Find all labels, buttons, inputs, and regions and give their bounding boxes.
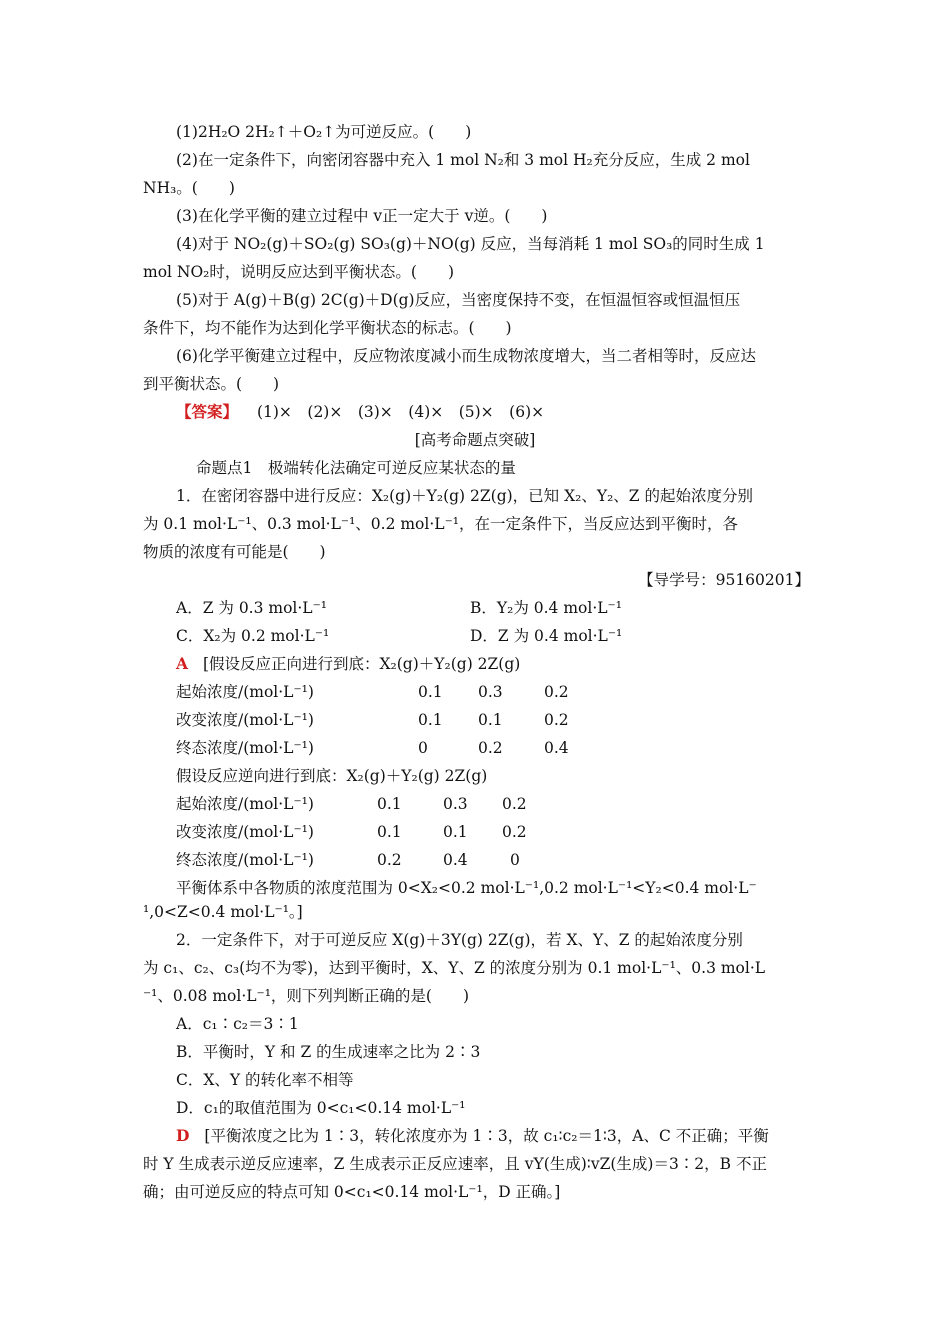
p1-stem-line1: 1．在密闭容器中进行反应：X₂(g)＋Y₂(g) 2Z(g)，已知 X₂、Y₂、Z 的起始浓度分别: [176, 487, 753, 505]
section-title: [高考命题点突破]: [414, 431, 536, 449]
guide-number: 【导学号：95160201】: [638, 571, 810, 589]
rev-cell: 0.1: [377, 795, 402, 813]
point-title: 命题点1 极端转化法确定可逆反应某状态的量: [196, 459, 516, 477]
judge-item-5-line2: 条件下，均不能作为达到化学平衡状态的标志。( ): [143, 319, 512, 337]
rev-cell: 0.2: [377, 851, 402, 869]
rev-row-label: 改变浓度/(mol·L⁻¹): [176, 823, 314, 841]
judge-item-1: (1)2H₂O 2H₂↑＋O₂↑为可逆反应。( ): [176, 123, 472, 141]
p1-range-line2: ¹,0<Z<0.4 mol·L⁻¹。]: [143, 903, 303, 921]
fwd-cell: 0: [418, 739, 428, 757]
p2-stem-line2: 为 c₁、c₂、c₃(均不为零)，达到平衡时，X、Y、Z 的浓度分别为 0.1 mol·L⁻¹、0.3 mol·L: [143, 959, 766, 977]
rev-cell: 0: [510, 851, 520, 869]
p1-option-c: C．X₂为 0.2 mol·L⁻¹: [176, 627, 330, 645]
fwd-cell: 0.3: [478, 683, 503, 701]
fwd-cell: 0.2: [544, 683, 569, 701]
answer-line: [176, 401, 544, 423]
judge-item-5-line1: (5)对于 A(g)＋B(g) 2C(g)＋D(g)反应，当密度保持不变，在恒温恒容或恒温恒压: [176, 291, 741, 309]
judge-item-4-line1: (4)对于 NO₂(g)＋SO₂(g) SO₃(g)＋NO(g) 反应，当每消耗 1 mol SO₃的同时生成 1: [176, 235, 765, 253]
p1-option-b: B．Y₂为 0.4 mol·L⁻¹: [470, 599, 622, 617]
judge-item-3: (3)在化学平衡的建立过程中 v正一定大于 v逆。( ): [176, 207, 548, 225]
p2-stem-line1: 2．一定条件下，对于可逆反应 X(g)＋3Y(g) 2Z(g)，若 X、Y、Z 的起始浓度分别: [176, 931, 743, 949]
p2-solution-text: [平衡浓度之比为 1∶3，转化浓度亦为 1∶3，故 c₁∶c₂＝1∶3，A、C 不正确；平衡: [204, 1127, 769, 1145]
fwd-cell: 0.1: [418, 683, 443, 701]
answer-text: (1)× (2)× (3)× (4)× (5)× (6)×: [256, 403, 545, 421]
judge-item-6-line1: (6)化学平衡建立过程中，反应物浓度减小而生成物浓度增大，当二者相等时，反应达: [176, 347, 756, 365]
p1-range-line1: 平衡体系中各物质的浓度范围为 0<X₂<0.2 mol·L⁻¹,0.2 mol·L⁻¹<Y₂<0.4 mol·L⁻: [176, 879, 757, 897]
p2-solution-line3: 确；由可逆反应的特点可知 0<c₁<0.14 mol·L⁻¹，D 正确。]: [143, 1183, 561, 1201]
p2-solution-line1: [176, 1125, 769, 1147]
rev-cell: 0.2: [502, 795, 527, 813]
fwd-cell: 0.2: [544, 711, 569, 729]
rev-cell: 0.1: [443, 823, 468, 841]
p1-stem-line2: 为 0.1 mol·L⁻¹、0.3 mol·L⁻¹、0.2 mol·L⁻¹，在一定条件下，当反应达到平衡时，各: [143, 515, 738, 533]
rev-cell: 0.1: [377, 823, 402, 841]
rev-row-label: 终态浓度/(mol·L⁻¹): [176, 851, 314, 869]
p1-reverse-head: 假设反应逆向进行到底：X₂(g)＋Y₂(g) 2Z(g): [176, 767, 488, 785]
p2-stem-line3: ⁻¹、0.08 mol·L⁻¹，则下列判断正确的是( ): [143, 987, 470, 1005]
p1-answer-letter: A: [176, 654, 189, 673]
p1-option-a: A．Z 为 0.3 mol·L⁻¹: [176, 599, 327, 617]
rev-cell: 0.3: [443, 795, 468, 813]
p1-solution-head: [176, 653, 520, 675]
p1-option-d: D．Z 为 0.4 mol·L⁻¹: [470, 627, 623, 645]
fwd-cell: 0.1: [478, 711, 503, 729]
judge-item-4-line2: mol NO₂时，说明反应达到平衡状态。( ): [143, 263, 454, 281]
p2-option-a: A．c₁∶c₂＝3∶1: [176, 1015, 299, 1033]
rev-cell: 0.4: [443, 851, 468, 869]
p2-solution-line2: 时 Y 生成表示逆反应速率，Z 生成表示正反应速率，且 vY(生成)∶vZ(生成)＝3∶2，B 不正: [143, 1155, 767, 1173]
p2-option-b: B．平衡时，Y 和 Z 的生成速率之比为 2∶3: [176, 1043, 481, 1061]
fwd-cell: 0.4: [544, 739, 569, 757]
judge-item-2-line2: NH₃。( ): [143, 179, 235, 197]
p2-answer-letter: D: [176, 1126, 190, 1145]
fwd-cell: 0.1: [418, 711, 443, 729]
judge-item-6-line2: 到平衡状态。( ): [143, 375, 280, 393]
p1-forward-head: [假设反应正向进行到底：X₂(g)＋Y₂(g) 2Z(g): [202, 655, 521, 673]
rev-cell: 0.2: [502, 823, 527, 841]
rev-row-label: 起始浓度/(mol·L⁻¹): [176, 795, 314, 813]
answer-tag: 【答案】: [176, 402, 239, 421]
fwd-row-label: 起始浓度/(mol·L⁻¹): [176, 683, 314, 701]
judge-item-2-line1: (2)在一定条件下，向密闭容器中充入 1 mol N₂和 3 mol H₂充分反应，生成 2 mol: [176, 151, 750, 169]
fwd-row-label: 改变浓度/(mol·L⁻¹): [176, 711, 314, 729]
fwd-row-label: 终态浓度/(mol·L⁻¹): [176, 739, 314, 757]
p2-option-c: C．X、Y 的转化率不相等: [176, 1071, 354, 1089]
fwd-cell: 0.2: [478, 739, 503, 757]
p2-option-d: D．c₁的取值范围为 0<c₁<0.14 mol·L⁻¹: [176, 1099, 466, 1117]
p1-stem-line3: 物质的浓度有可能是( ): [143, 543, 326, 561]
